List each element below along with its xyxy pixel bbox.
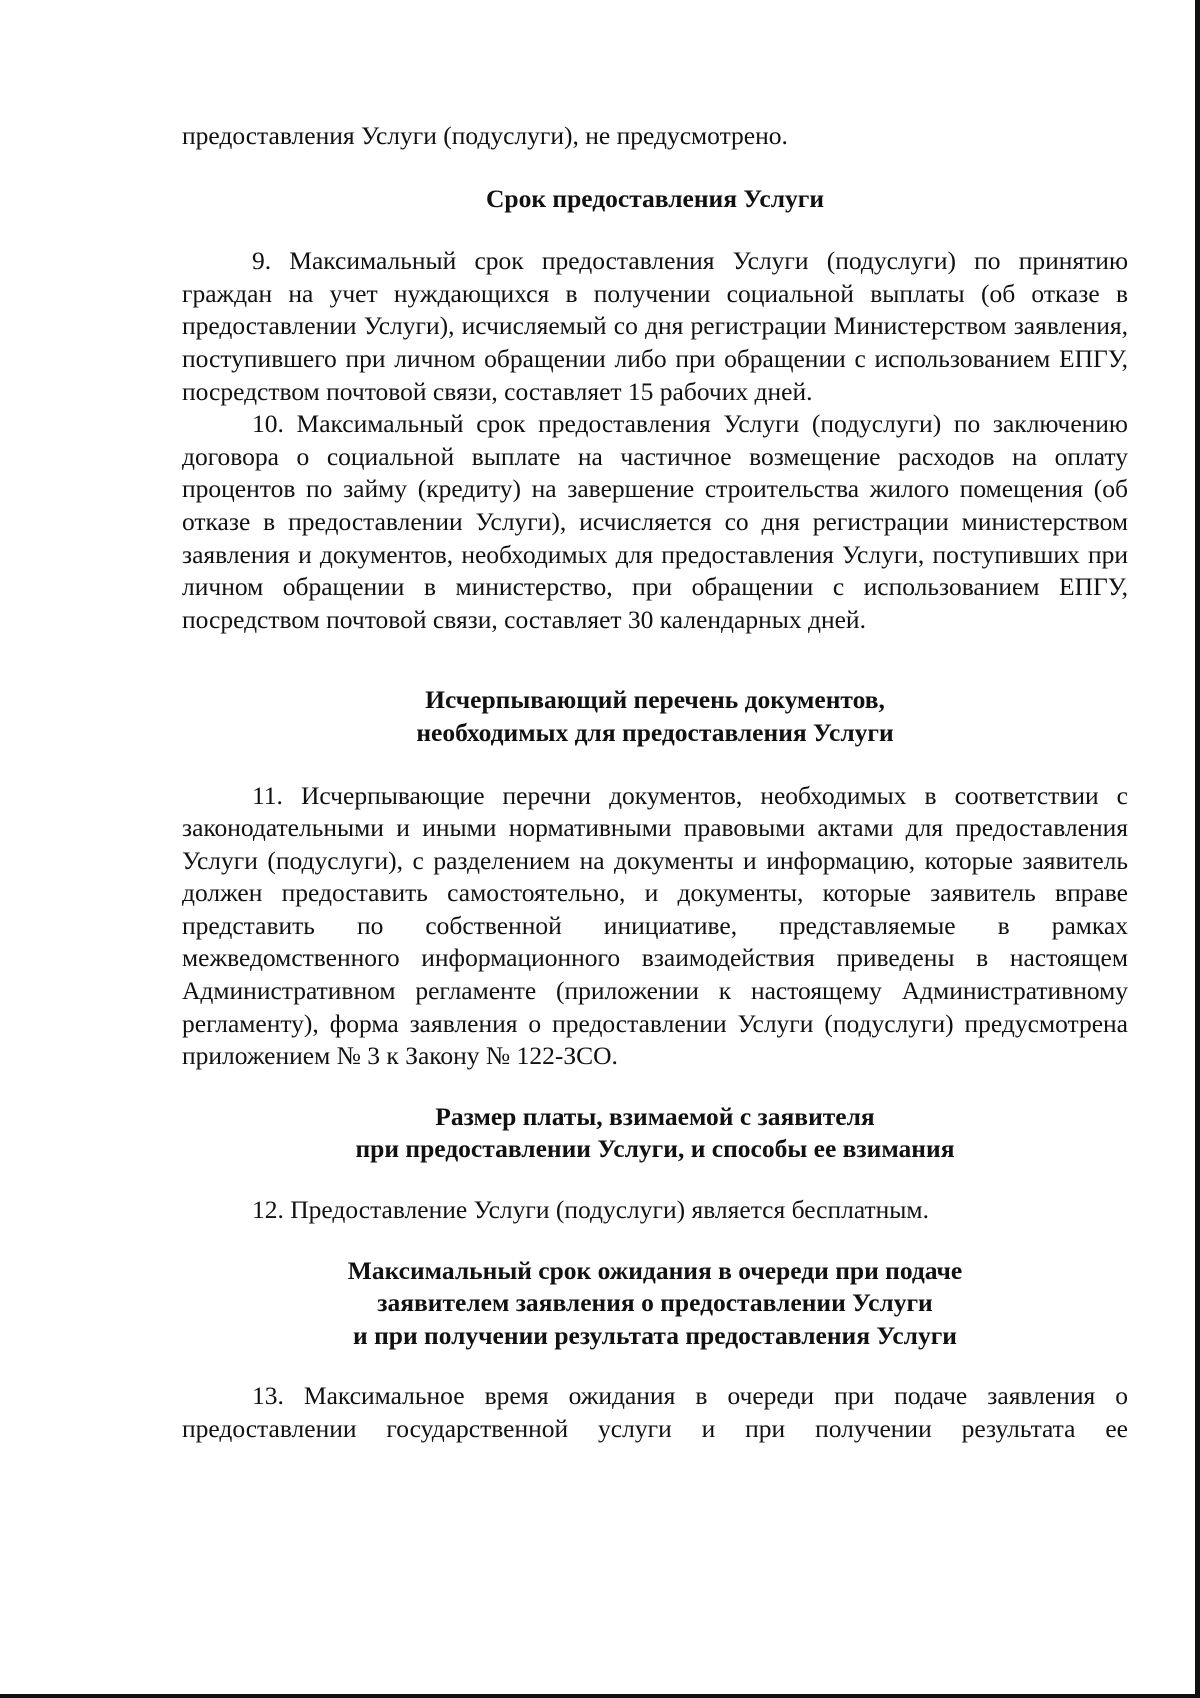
heading-line: Срок предоставления Услуги xyxy=(485,183,825,213)
section-heading-queue xyxy=(182,1255,1128,1353)
heading-line: Максимальный срок ожидания в очереди при подаче xyxy=(347,1255,963,1285)
paragraph-12: 12. Предоставление Услуги (подуслуги) является бесплатным. xyxy=(252,1195,929,1225)
heading-line: Исчерпывающий перечень документов, xyxy=(425,685,885,715)
scan-edge-right xyxy=(1195,0,1200,1698)
section-heading-term xyxy=(182,183,1128,216)
heading-line: заявителем заявления о предоставлении Услуги xyxy=(377,1288,933,1318)
heading-line: и при получении результата предоставления Услуги xyxy=(353,1320,957,1350)
paragraph-9: 9. Максимальный срок предоставления Услуги (подуслуги) по принятию граждан на учет нуждающихся в получении социальной выплаты (об отказе в предоставлении Услуги), исчисляемый со дня регистрации Министерством заявления, поступившего при личном обращении либо при обращении с использованием ЕПГУ, посредством почтовой связи, составляет 15 рабочих дней. xyxy=(182,246,1128,406)
section-heading-fee xyxy=(182,1101,1128,1166)
scan-edge-bottom xyxy=(0,1694,1200,1698)
heading-line: при предоставлении Услуги, и способы ее взимания xyxy=(355,1134,955,1164)
heading-line: необходимых для предоставления Услуги xyxy=(416,717,894,747)
paragraph-11: 11. Исчерпывающие перечни документов, необходимых в соответствии с законодательными и иными нормативными правовыми актами для предоставления Услуги (подуслуги), с разделением на документы и информацию, которые заявитель должен предоставить самостоятельно, и документы, которые заявитель вправе представить по собственной инициативе, представляемые в рамках межведомственного информационного взаимодействия приведены в настоящем Административном регламенте (приложении к настоящему Административному регламенту), форма заявления о предоставлении Услуги (подуслуги) предусмотрена приложением № 3 к Закону № 122-ЗСО. xyxy=(182,780,1128,1071)
paragraph-13: 13. Максимальное время ожидания в очереди при подаче заявления о предоставлении государственной услуги и при получении результата ее xyxy=(182,1381,1128,1443)
opening-line: предоставления Услуги (подуслуги), не предусмотрено. xyxy=(182,121,788,150)
section-heading-documents xyxy=(182,684,1128,749)
paragraph-10: 10. Максимальный срок предоставления Услуги (подуслуги) по заключению договора о социальной выплате на частичное возмещение расходов на оплату процентов по займу (кредиту) на завершение строительства жилого помещения (об отказе в предоставлении Услуги), исчисляется со дня регистрации министерством заявления и документов, необходимых для предоставления Услуги, поступивших при личном обращении в министерство, при обращении с использованием ЕПГУ, посредством почтовой связи, составляет 30 календарных дней. xyxy=(182,409,1128,634)
heading-line: Размер платы, взимаемой с заявителя xyxy=(435,1101,875,1131)
document-body xyxy=(182,120,1128,1446)
